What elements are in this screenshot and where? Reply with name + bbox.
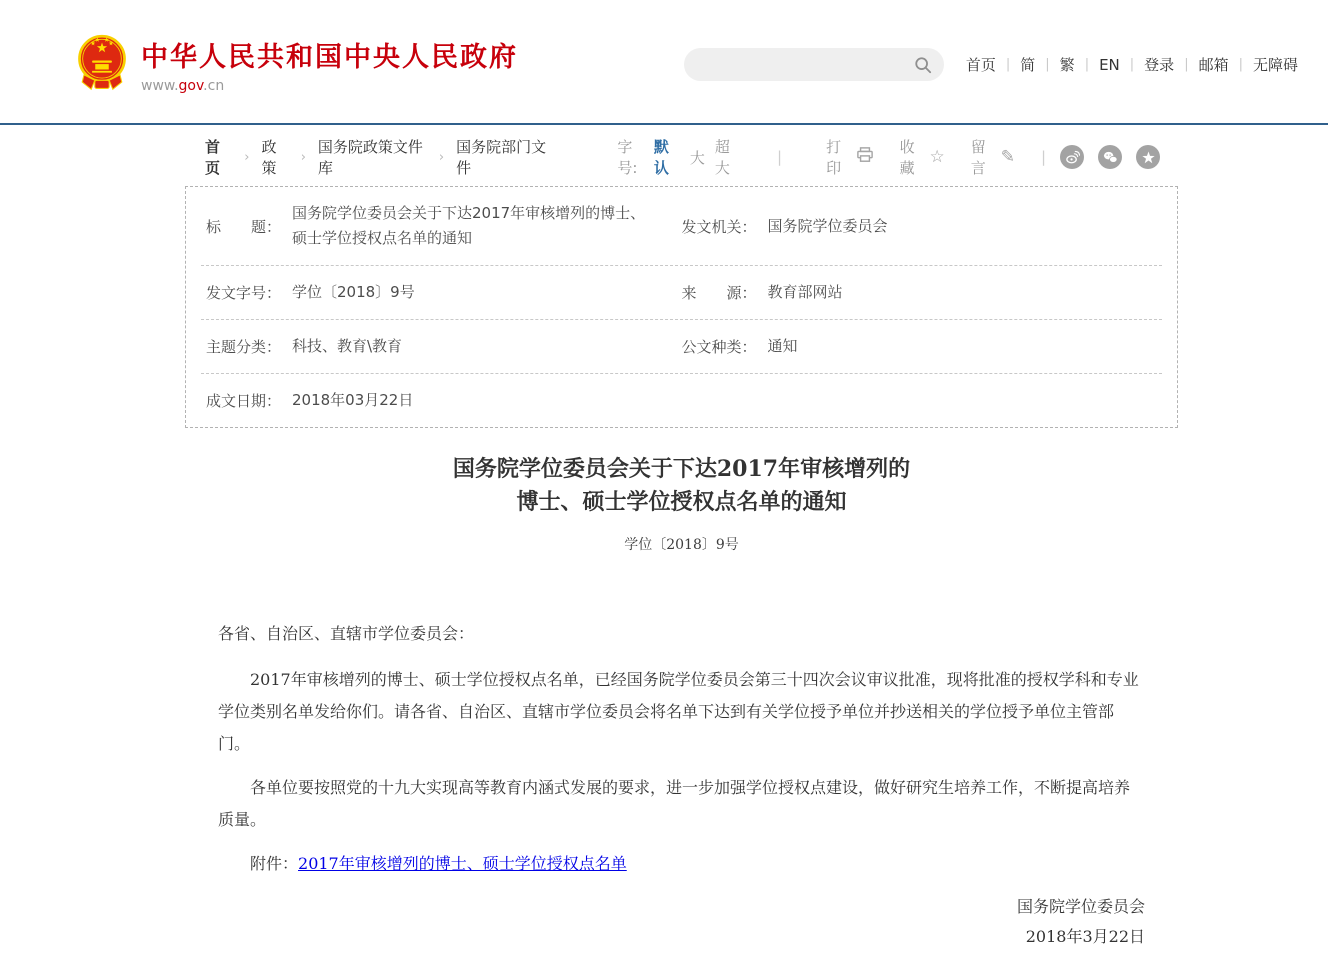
nav-accessibility[interactable]: 无障碍 xyxy=(1252,56,1298,74)
toolbar-separator: | xyxy=(1040,148,1046,166)
nav-home[interactable]: 首页 xyxy=(965,56,996,74)
meta-value-doc-number: 学位〔2018〕9号 xyxy=(292,283,415,301)
site-url-gov: gov xyxy=(178,78,204,94)
print-label: 打印 xyxy=(826,138,842,177)
nav-simplified[interactable]: 简 xyxy=(1020,56,1036,74)
share-group xyxy=(1046,145,1178,169)
nav-mail[interactable]: 邮箱 xyxy=(1198,56,1229,74)
search-input[interactable] xyxy=(700,57,914,73)
nav-traditional[interactable]: 繁 xyxy=(1059,56,1075,74)
meta-cell xyxy=(206,334,682,359)
print-button[interactable] xyxy=(826,136,874,178)
document-meta-table xyxy=(185,186,1178,428)
chevron-right-icon: › xyxy=(244,149,250,165)
favorite-label: 收藏 xyxy=(899,138,915,177)
meta-value-issue-date: 2018年03月22日 xyxy=(292,391,414,409)
meta-value-source: 教育部网站 xyxy=(767,283,843,301)
attachment-label: 附件： xyxy=(250,854,299,873)
salutation: 各省、自治区、直辖市学位委员会： xyxy=(218,624,475,643)
meta-value-issuing-authority: 国务院学位委员会 xyxy=(767,216,888,235)
signature-block xyxy=(218,892,1145,952)
search-box[interactable] xyxy=(684,48,944,81)
tool-group xyxy=(800,136,1046,178)
meta-row-category xyxy=(201,320,1162,374)
nav-separator: | xyxy=(1045,57,1050,72)
article-body xyxy=(185,618,1178,952)
weibo-share-icon[interactable] xyxy=(1060,145,1084,169)
paragraph-2: 各单位要按照党的十九大实现高等教育内涵式发展的要求，进一步加强学位授权点建设，做好研究生培养工作，不断提高培养质量。 xyxy=(218,778,1131,829)
meta-label-issue-date: 成文日期： xyxy=(206,392,282,410)
fontsize-default[interactable]: 默认 xyxy=(653,138,669,177)
nav-login[interactable]: 登录 xyxy=(1144,56,1175,74)
article xyxy=(185,453,1178,952)
wechat-share-icon[interactable] xyxy=(1098,145,1122,169)
meta-label-title: 标 题： xyxy=(206,217,282,236)
paragraph-1: 2017年审核增列的博士、硕士学位授权点名单，已经国务院学位委员会第三十四次会议审议批准，现将批准的授权学科和专业学位类别名单发给你们。请各省、自治区、直辖市学位委员会将名单下达到有关学位授予单位并抄送相关的学位授予单位主管部门。 xyxy=(218,670,1139,753)
site-header-inner xyxy=(0,0,1328,123)
signature-org: 国务院学位委员会 xyxy=(1016,897,1145,916)
article-doc-number: 学位〔2018〕9号 xyxy=(624,537,739,553)
meta-row-title xyxy=(201,187,1162,266)
meta-label-topic-category: 主题分类： xyxy=(206,338,282,356)
comment-label: 留言 xyxy=(970,138,986,177)
nav-separator: | xyxy=(1184,57,1189,72)
fontsize-control xyxy=(617,136,782,178)
breadcrumb xyxy=(205,136,551,178)
breadcrumb-department-docs[interactable]: 国务院部门文件 xyxy=(456,138,547,177)
nav-separator: | xyxy=(1084,57,1090,72)
fontsize-xlarge[interactable]: 超大 xyxy=(714,138,730,177)
search-icon[interactable] xyxy=(914,56,932,74)
article-title xyxy=(185,453,1178,519)
national-emblem-icon xyxy=(75,33,129,97)
nav-separator: | xyxy=(1129,57,1135,72)
meta-row-date xyxy=(201,374,1162,427)
nav-separator: | xyxy=(1238,57,1243,72)
nav-english[interactable]: EN xyxy=(1099,55,1120,74)
meta-row-doc-number xyxy=(201,266,1162,320)
attachment-link[interactable]: 2017年审核增列的博士、硕士学位授权点名单 xyxy=(298,854,627,873)
qzone-share-icon[interactable] xyxy=(1136,145,1160,169)
meta-label-source: 来 源： xyxy=(681,284,757,302)
brand-text xyxy=(141,35,518,94)
pencil-icon: ✎ xyxy=(1000,147,1015,167)
toolbar-separator: | xyxy=(776,148,783,166)
top-nav xyxy=(966,54,1298,75)
breadcrumb-home[interactable]: 首页 xyxy=(205,138,221,177)
meta-label-doc-type: 公文种类： xyxy=(681,338,757,356)
meta-label-doc-number: 发文字号： xyxy=(206,284,282,302)
fontsize-label: 字号: xyxy=(617,138,638,177)
meta-value-doc-type: 通知 xyxy=(767,337,798,355)
attachment-line xyxy=(218,848,1145,880)
header-divider-rule xyxy=(0,123,1328,125)
signature-date: 2018年3月22日 xyxy=(1025,927,1145,946)
site-url-suffix: .cn xyxy=(203,78,225,94)
favorite-button[interactable] xyxy=(900,136,945,178)
site-url-prefix: www. xyxy=(141,78,179,94)
meta-cell xyxy=(206,280,682,305)
article-title-line1: 国务院学位委员会关于下达2017年审核增列的 xyxy=(452,456,911,482)
meta-cell xyxy=(682,334,1158,359)
meta-label-issuing-authority: 发文机关： xyxy=(681,217,757,236)
meta-cell xyxy=(206,388,682,413)
breadcrumb-policy-library[interactable]: 国务院政策文件库 xyxy=(317,138,423,177)
site-brand[interactable] xyxy=(75,33,518,97)
site-header xyxy=(0,0,1328,123)
meta-cell xyxy=(682,280,1158,305)
nav-separator: | xyxy=(1005,57,1011,72)
article-title-line2: 博士、硕士学位授权点名单的通知 xyxy=(516,489,847,515)
site-url xyxy=(141,78,518,94)
site-title: 中华人民共和国中央人民政府 xyxy=(141,42,518,73)
breadcrumb-policy[interactable]: 政策 xyxy=(261,138,277,177)
printer-icon xyxy=(856,147,874,168)
comment-button[interactable] xyxy=(971,136,1015,178)
fontsize-large[interactable]: 大 xyxy=(689,148,705,167)
meta-cell xyxy=(206,201,682,251)
main-content xyxy=(185,138,1178,952)
meta-value-title: 国务院学位委员会关于下达2017年审核增列的博士、硕士学位授权点名单的通知 xyxy=(292,204,646,247)
meta-value-topic-category: 科技、教育\教育 xyxy=(292,337,403,355)
toolbar-row xyxy=(185,138,1178,177)
star-outline-icon: ☆ xyxy=(929,147,945,167)
chevron-right-icon: › xyxy=(300,149,306,165)
meta-cell xyxy=(682,214,1158,239)
chevron-right-icon: › xyxy=(438,149,445,165)
